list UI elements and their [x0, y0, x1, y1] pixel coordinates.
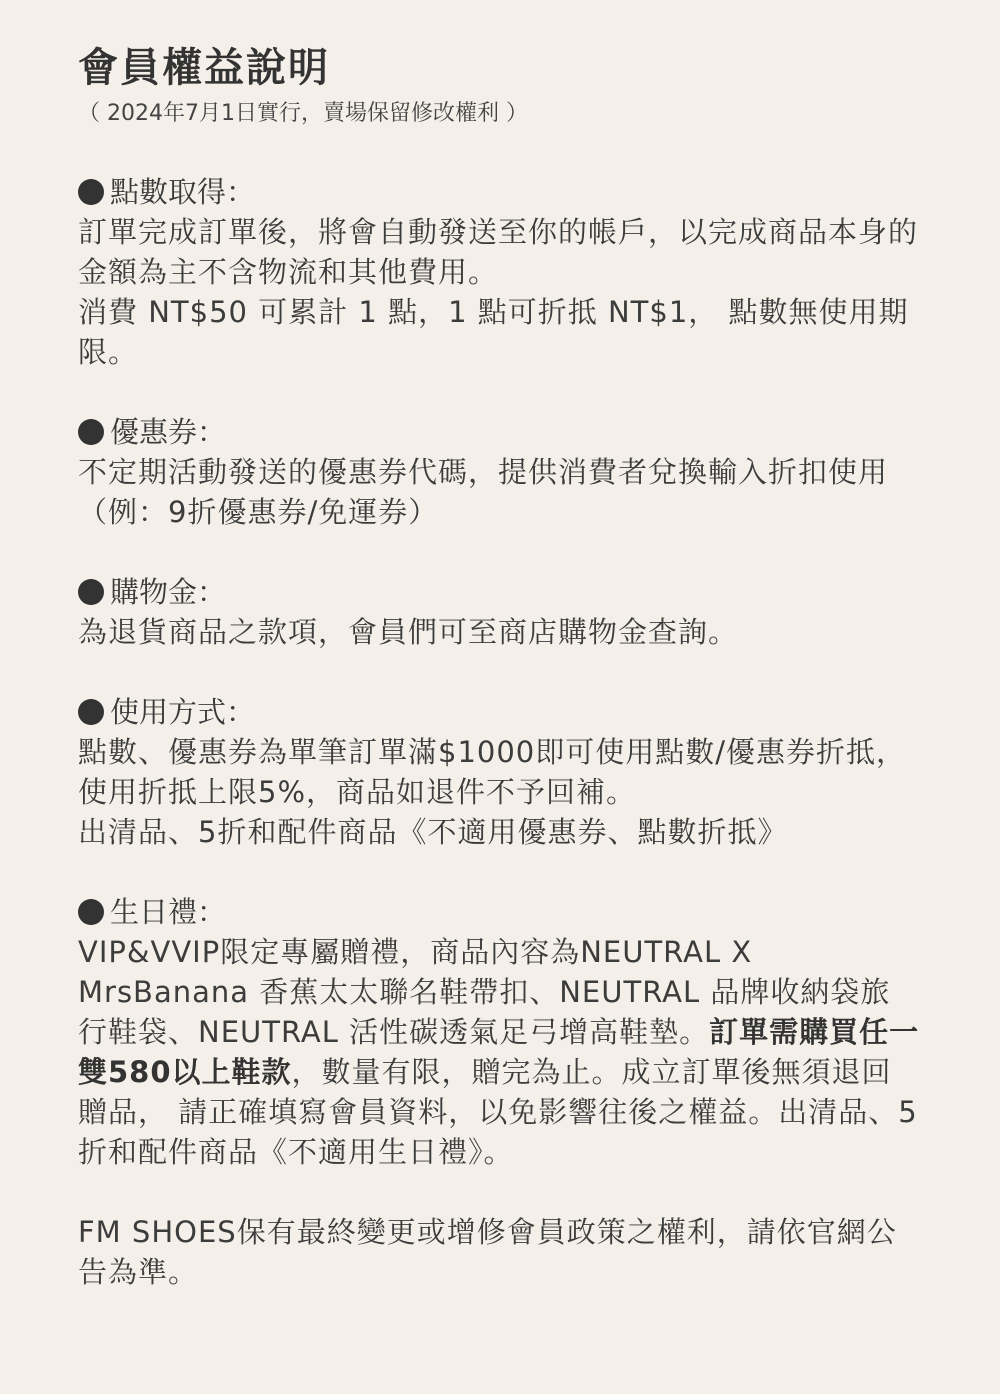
bullet-icon [78, 419, 104, 445]
section-shopping-credit [78, 572, 920, 652]
bullet-icon [78, 899, 104, 925]
section-paragraph: 訂單完成訂單後，將會自動發送至你的帳戶，以完成商品本身的金額為主不含物流和其他費用。 [78, 215, 919, 289]
section-birthday-gift [78, 892, 920, 1172]
footer-note [78, 1212, 920, 1292]
section-paragraph: 為退貨商品之款項，會員們可至商店購物金查詢。 [78, 615, 739, 649]
birthday-bold-text: 訂單需購買任一雙580以上鞋款 [78, 1015, 920, 1089]
section-paragraph: 不定期活動發送的優惠券代碼，提供消費者兌換輸入折扣使用（例：9折優惠券/免運券） [78, 455, 889, 529]
section-heading [78, 412, 920, 452]
content [78, 172, 920, 1292]
section-heading [78, 692, 920, 732]
bullet-icon [78, 179, 104, 205]
section-paragraph [78, 932, 920, 1172]
section-heading-label: 優惠券： [110, 415, 227, 449]
section-heading [78, 892, 920, 932]
page-title: 會員權益說明 [78, 45, 330, 91]
section-heading [78, 572, 920, 612]
birthday-text: VIP&VVIP限定專屬贈禮，商品內容為NEUTRAL X MrsBanana 香蕉太太聯名鞋帶扣、NEUTRAL 品牌收納袋旅行鞋袋、NEUTRAL 活性碳透氣足弓增高鞋墊。 [78, 935, 891, 1049]
section-heading-label: 使用方式： [110, 695, 256, 729]
footer-text: FM SHOES保有最終變更或增修會員政策之權利，請依官網公告為準。 [78, 1215, 897, 1289]
section-coupons [78, 412, 920, 532]
section-paragraph: 點數、優惠券為單筆訂單滿$1000即可使用點數/優惠券折抵，使用折抵上限5%，商品如退件不予回補。 [78, 735, 907, 809]
birthday-text-after: ，數量有限，贈完為止。成立訂單後無須退回贈品， 請正確填寫會員資料，以免影響往後之權益。出清品、5折和配件商品《不適用生日禮》。 [78, 1055, 918, 1169]
section-paragraph: 消費 NT$50 可累計 1 點，1 點可折抵 NT$1， 點數無使用期限。 [78, 295, 909, 369]
section-heading-label: 購物金： [110, 575, 227, 609]
bullet-icon [78, 579, 104, 605]
section-points [78, 172, 920, 372]
bullet-icon [78, 699, 104, 725]
section-heading-label: 點數取得： [110, 175, 256, 209]
section-usage [78, 692, 920, 852]
section-paragraph: 出清品、5折和配件商品《不適用優惠券、點數折抵》 [78, 815, 788, 849]
section-heading [78, 172, 920, 212]
page-subtitle: （ 2024年7月1日實行，賣場保留修改權利 ） [78, 101, 528, 126]
section-heading-label: 生日禮： [110, 895, 227, 929]
